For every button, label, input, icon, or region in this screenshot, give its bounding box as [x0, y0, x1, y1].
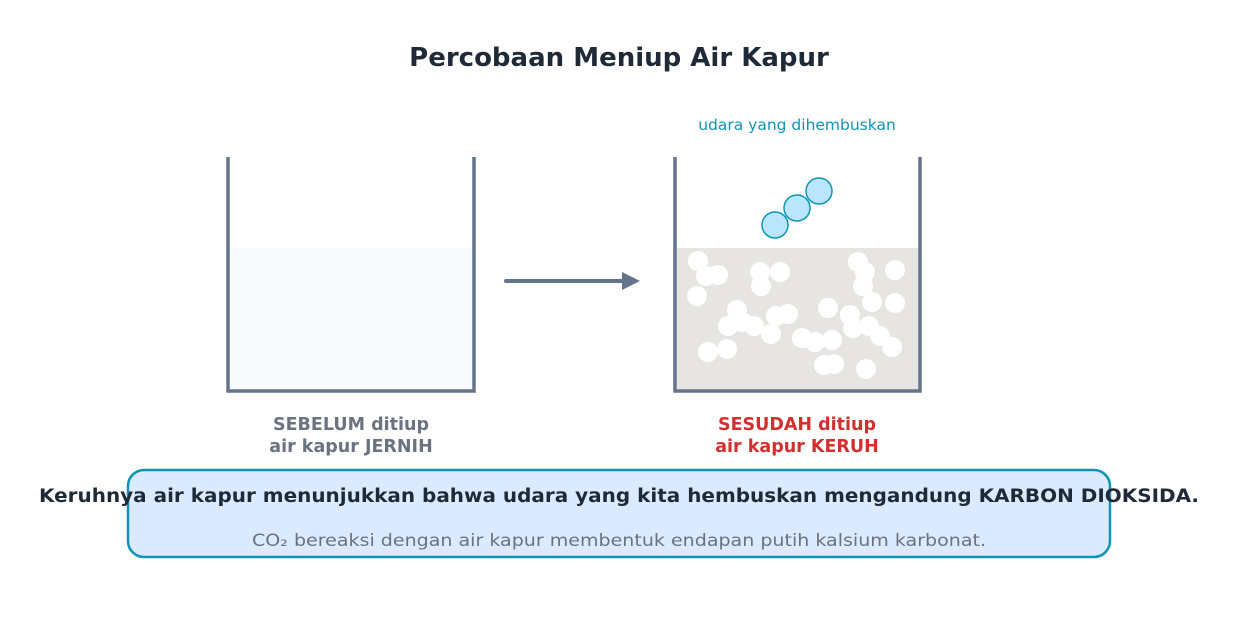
precipitate-particle [778, 304, 798, 324]
precipitate-particle [885, 260, 905, 280]
air-bubble [806, 178, 832, 204]
precipitate-particle [696, 266, 716, 286]
beaker-before [228, 157, 474, 391]
precipitate-particle [822, 330, 842, 350]
conclusion-sub: CO₂ bereaksi dengan air kapur membentuk endapan putih kalsium karbonat. [252, 531, 986, 550]
air-bubble [762, 212, 788, 238]
air-bubbles [762, 178, 832, 238]
after-label-line1: SESUDAH ditiup [717, 415, 877, 435]
clear-lime-water [230, 248, 472, 390]
precipitate-particle [856, 359, 876, 379]
precipitate-particle [805, 332, 825, 352]
precipitate-particle [885, 293, 905, 313]
precipitate-particle [761, 324, 781, 344]
beaker-after [675, 157, 920, 391]
precipitate-particle [818, 298, 838, 318]
precipitate-particle [862, 292, 882, 312]
precipitate-particle [744, 316, 764, 336]
air-label: udara yang dihembuskan [698, 116, 896, 134]
precipitate-particle [824, 354, 844, 374]
after-label-line2: air kapur KERUH [715, 437, 879, 457]
before-label-line1: SEBELUM ditiup [273, 415, 429, 435]
precipitate-particle [687, 286, 707, 306]
process-arrow [506, 272, 640, 290]
precipitate-particle [770, 262, 790, 282]
diagram-title: Percobaan Meniup Air Kapur [409, 43, 829, 73]
precipitate-particle [698, 342, 718, 362]
conclusion-main: Keruhnya air kapur menunjukkan bahwa udara yang kita hembuskan mengandung KARBON DIOKSIDA. [39, 486, 1199, 507]
precipitate-particle [717, 339, 737, 359]
air-bubble [784, 195, 810, 221]
precipitate-particle [751, 276, 771, 296]
before-label-line2: air kapur JERNIH [269, 437, 433, 457]
precipitate-particle [882, 337, 902, 357]
